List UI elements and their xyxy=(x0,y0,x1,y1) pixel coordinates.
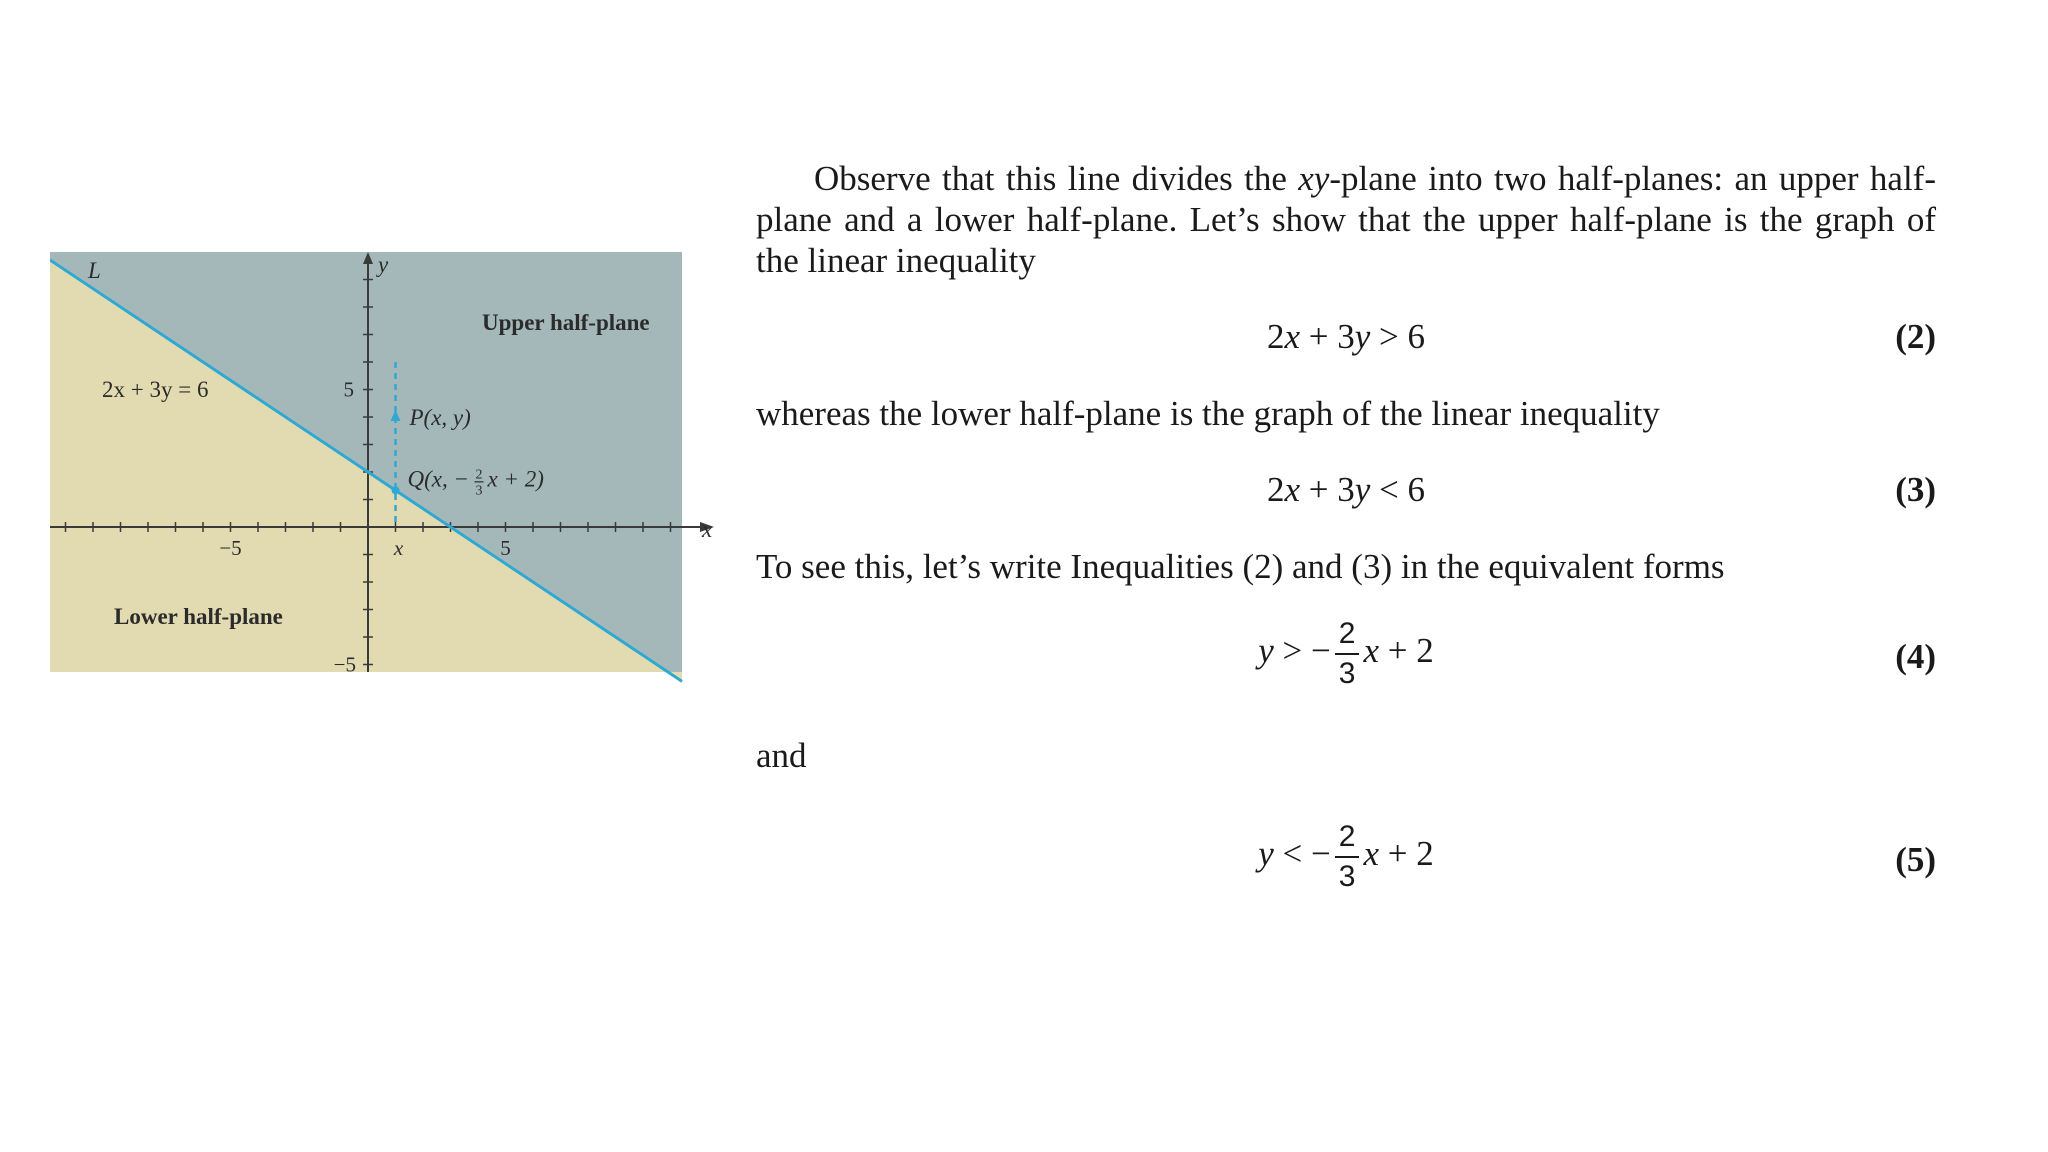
fraction-two-thirds: $\frac{2}{3}$ xyxy=(1335,820,1360,894)
tick-label-y-neg5: −5 xyxy=(333,652,356,677)
tick-label-x-neg5: −5 xyxy=(219,536,242,560)
x-axis-label: x xyxy=(702,517,713,542)
point-q-label: Q(x, − xyxy=(407,466,469,492)
tick-label-x-5: 5 xyxy=(500,536,511,560)
equation-number-4: (4) xyxy=(1895,637,1936,676)
tick-label-y-5: 5 xyxy=(343,377,354,402)
line-label: L xyxy=(88,258,101,283)
paragraph-lower: whereas the lower half-plane is the graph of the linear inequality xyxy=(756,394,1660,433)
x-position-marker: x xyxy=(393,536,404,560)
point-q-fraction-den: 3 xyxy=(475,483,483,499)
point-q-fraction-num: 2 xyxy=(475,467,483,483)
y-axis-label: y xyxy=(378,252,389,277)
text-column xyxy=(756,158,1936,904)
equation-5: y < − $\frac{2}{3}$ x + 2 (5) xyxy=(1258,820,1936,893)
equation-3: 2x + 3y < 6 (3) xyxy=(1266,470,1936,509)
paragraph-intro: Observe that this line divides the xy-plane into two half-planes: an upper half-plane and a lower half-plane. Let’s show that the upper half-plane is the graph of the linear inequality xyxy=(756,159,1936,280)
equation-number-3: (3) xyxy=(1895,470,1936,509)
equation-2: 2x + 3y > 6 (2) xyxy=(1266,317,1936,356)
point-q-marker xyxy=(392,486,400,494)
paragraph-and: and xyxy=(756,736,807,775)
upper-half-plane-label: Upper half-plane xyxy=(482,310,650,335)
equation-number-5: (5) xyxy=(1895,840,1936,879)
half-plane-figure xyxy=(50,252,722,692)
paragraph-equivalent: To see this, let’s write Inequalities (2) and (3) in the equivalent forms xyxy=(756,547,1725,586)
equation-number-2: (2) xyxy=(1895,317,1936,356)
equation-4: y > − $\frac{2}{3}$ x + 2 (4) xyxy=(1258,617,1936,690)
point-p-label: P(x, y) xyxy=(409,405,471,430)
equation-label: 2x + 3y = 6 xyxy=(102,377,209,402)
point-q-label-end: x + 2) xyxy=(487,466,544,492)
fraction-two-thirds: $\frac{2}{3}$ xyxy=(1335,617,1360,691)
lower-half-plane-label: Lower half-plane xyxy=(114,604,283,629)
half-plane-graph xyxy=(50,252,722,692)
